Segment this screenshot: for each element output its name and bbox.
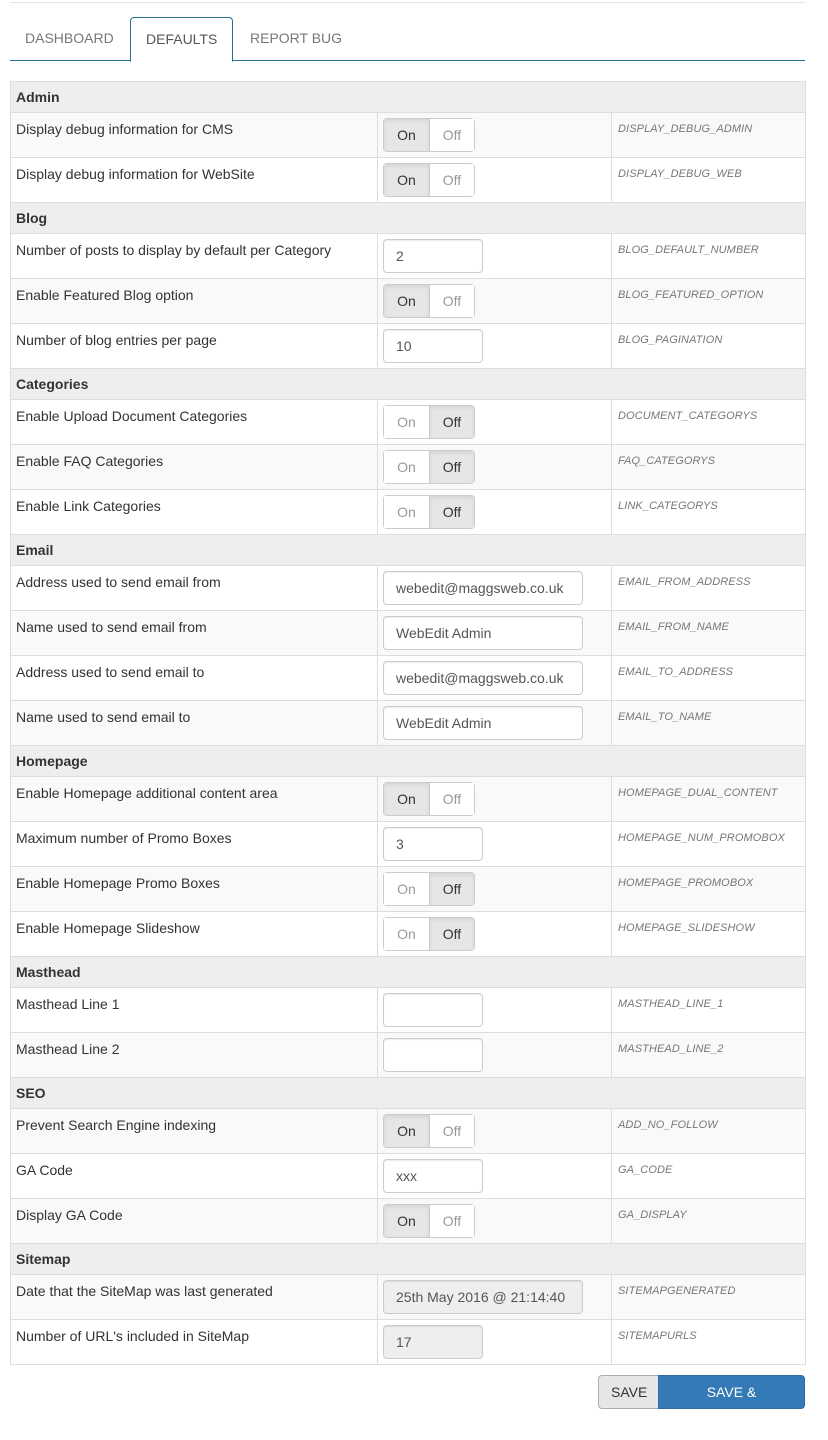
setting-control-cell — [378, 234, 612, 279]
section-header-row — [11, 1244, 806, 1275]
on-off-toggle — [383, 163, 475, 197]
toggle-on-button[interactable]: On — [384, 119, 429, 151]
setting-control-cell — [378, 490, 612, 535]
on-off-toggle — [383, 495, 475, 529]
toggle-off-button[interactable]: Off — [429, 1205, 474, 1237]
tab-defaults[interactable]: DEFAULTS — [130, 17, 233, 62]
setting-row — [11, 279, 806, 324]
save-button[interactable]: SAVE — [598, 1375, 659, 1409]
on-off-toggle — [383, 284, 475, 318]
setting-label: Address used to send email to — [11, 656, 378, 701]
toggle-on-button[interactable]: On — [384, 783, 429, 815]
on-off-toggle — [383, 917, 475, 951]
save-continue-button[interactable]: SAVE & CONTINUE — [658, 1375, 805, 1409]
setting-control-cell — [378, 324, 612, 369]
settings-table — [10, 81, 806, 1365]
setting-row — [11, 912, 806, 957]
setting-key: HOMEPAGE_DUAL_CONTENT — [612, 777, 806, 822]
toggle-on-button[interactable]: On — [384, 164, 429, 196]
setting-label: Number of posts to display by default per Category — [11, 234, 378, 279]
setting-row — [11, 656, 806, 701]
section-title: Sitemap — [11, 1244, 806, 1275]
setting-control-cell — [378, 656, 612, 701]
setting-row — [11, 234, 806, 279]
setting-label: Enable Homepage additional content area — [11, 777, 378, 822]
setting-label: Display debug information for CMS — [11, 113, 378, 158]
setting-control-cell — [378, 445, 612, 490]
setting-row — [11, 1109, 806, 1154]
setting-key: EMAIL_TO_ADDRESS — [612, 656, 806, 701]
setting-label: Display GA Code — [11, 1199, 378, 1244]
toggle-on-button[interactable]: On — [384, 1115, 429, 1147]
setting-key: BLOG_PAGINATION — [612, 324, 806, 369]
setting-row — [11, 1275, 806, 1320]
toggle-off-button[interactable]: Off — [429, 873, 474, 905]
setting-row — [11, 490, 806, 535]
toggle-on-button[interactable]: On — [384, 451, 429, 483]
setting-key: DOCUMENT_CATEGORYS — [612, 400, 806, 445]
setting-key: GA_CODE — [612, 1154, 806, 1199]
toggle-off-button[interactable]: Off — [429, 496, 474, 528]
setting-control-cell — [378, 867, 612, 912]
setting-key: EMAIL_FROM_NAME — [612, 611, 806, 656]
setting-row — [11, 113, 806, 158]
setting-label: Masthead Line 2 — [11, 1033, 378, 1078]
on-off-toggle — [383, 872, 475, 906]
setting-label: Enable FAQ Categories — [11, 445, 378, 490]
toggle-off-button[interactable]: Off — [429, 285, 474, 317]
setting-input[interactable] — [383, 1038, 483, 1072]
toggle-off-button[interactable]: Off — [429, 1115, 474, 1147]
section-title: SEO — [11, 1078, 806, 1109]
setting-label: Date that the SiteMap was last generated — [11, 1275, 378, 1320]
toggle-on-button[interactable]: On — [384, 496, 429, 528]
setting-label: Display debug information for WebSite — [11, 158, 378, 203]
setting-control-cell — [378, 158, 612, 203]
setting-row — [11, 445, 806, 490]
setting-row — [11, 1320, 806, 1365]
on-off-toggle — [383, 405, 475, 439]
section-header-row — [11, 746, 806, 777]
setting-key: HOMEPAGE_PROMOBOX — [612, 867, 806, 912]
setting-key: FAQ_CATEGORYS — [612, 445, 806, 490]
on-off-toggle — [383, 118, 475, 152]
setting-label: Number of blog entries per page — [11, 324, 378, 369]
setting-row — [11, 777, 806, 822]
setting-label: GA Code — [11, 1154, 378, 1199]
setting-control-cell — [378, 1320, 612, 1365]
setting-row — [11, 988, 806, 1033]
toggle-on-button[interactable]: On — [384, 1205, 429, 1237]
setting-control-cell — [378, 1199, 612, 1244]
setting-row — [11, 701, 806, 746]
setting-label: Address used to send email from — [11, 566, 378, 611]
setting-input[interactable] — [383, 239, 483, 273]
toggle-on-button[interactable]: On — [384, 918, 429, 950]
setting-key: ADD_NO_FOLLOW — [612, 1109, 806, 1154]
setting-label: Enable Homepage Slideshow — [11, 912, 378, 957]
toggle-off-button[interactable]: Off — [429, 119, 474, 151]
toggle-on-button[interactable]: On — [384, 285, 429, 317]
on-off-toggle — [383, 450, 475, 484]
setting-control-cell — [378, 988, 612, 1033]
setting-row — [11, 566, 806, 611]
toggle-off-button[interactable]: Off — [429, 918, 474, 950]
setting-key: DISPLAY_DEBUG_WEB — [612, 158, 806, 203]
setting-row — [11, 1033, 806, 1078]
setting-input[interactable] — [383, 827, 483, 861]
setting-label: Enable Homepage Promo Boxes — [11, 867, 378, 912]
toggle-on-button[interactable]: On — [384, 873, 429, 905]
setting-control-cell — [378, 912, 612, 957]
toggle-off-button[interactable]: Off — [429, 406, 474, 438]
setting-label: Number of URL's included in SiteMap — [11, 1320, 378, 1365]
setting-key: MASTHEAD_LINE_2 — [612, 1033, 806, 1078]
setting-key: MASTHEAD_LINE_1 — [612, 988, 806, 1033]
setting-label: Name used to send email from — [11, 611, 378, 656]
setting-input[interactable] — [383, 329, 483, 363]
setting-input[interactable] — [383, 706, 583, 740]
setting-control-cell — [378, 1109, 612, 1154]
readonly-field — [383, 1325, 483, 1359]
section-title: Homepage — [11, 746, 806, 777]
setting-control-cell — [378, 113, 612, 158]
section-header-row — [11, 957, 806, 988]
tab-report-bug[interactable]: REPORT BUG — [250, 30, 343, 46]
tab-dashboard[interactable]: DASHBOARD — [25, 30, 114, 46]
on-off-toggle — [383, 1114, 475, 1148]
setting-label: Masthead Line 1 — [11, 988, 378, 1033]
setting-control-cell — [378, 400, 612, 445]
toggle-off-button[interactable]: Off — [429, 783, 474, 815]
setting-key: BLOG_FEATURED_OPTION — [612, 279, 806, 324]
setting-control-cell — [378, 1275, 612, 1320]
toggle-off-button[interactable]: Off — [429, 451, 474, 483]
setting-row — [11, 822, 806, 867]
setting-key: BLOG_DEFAULT_NUMBER — [612, 234, 806, 279]
section-header-row — [11, 369, 806, 400]
setting-label: Enable Upload Document Categories — [11, 400, 378, 445]
setting-key: DISPLAY_DEBUG_ADMIN — [612, 113, 806, 158]
setting-row — [11, 324, 806, 369]
setting-input[interactable] — [383, 616, 583, 650]
setting-label: Name used to send email to — [11, 701, 378, 746]
setting-row — [11, 867, 806, 912]
setting-label: Prevent Search Engine indexing — [11, 1109, 378, 1154]
section-title: Admin — [11, 82, 806, 113]
section-title: Masthead — [11, 957, 806, 988]
setting-control-cell — [378, 611, 612, 656]
section-header-row — [11, 82, 806, 113]
setting-key: HOMEPAGE_NUM_PROMOBOX — [612, 822, 806, 867]
section-title: Email — [11, 535, 806, 566]
setting-key: SITEMAPURLS — [612, 1320, 806, 1365]
setting-control-cell — [378, 822, 612, 867]
readonly-field — [383, 1280, 583, 1314]
section-title: Blog — [11, 203, 806, 234]
setting-key: SITEMAPGENERATED — [612, 1275, 806, 1320]
setting-input[interactable] — [383, 661, 583, 695]
on-off-toggle — [383, 1204, 475, 1238]
toggle-on-button[interactable]: On — [384, 406, 429, 438]
setting-input[interactable] — [383, 993, 483, 1027]
section-header-row — [11, 203, 806, 234]
setting-control-cell — [378, 279, 612, 324]
setting-row — [11, 1154, 806, 1199]
tab-bar — [10, 17, 805, 61]
setting-control-cell — [378, 1033, 612, 1078]
section-header-row — [11, 535, 806, 566]
section-title: Categories — [11, 369, 806, 400]
setting-key: HOMEPAGE_SLIDESHOW — [612, 912, 806, 957]
setting-control-cell — [378, 1154, 612, 1199]
toggle-off-button[interactable]: Off — [429, 164, 474, 196]
setting-row — [11, 1199, 806, 1244]
setting-key: LINK_CATEGORYS — [612, 490, 806, 535]
setting-row — [11, 158, 806, 203]
setting-label: Enable Link Categories — [11, 490, 378, 535]
setting-label: Maximum number of Promo Boxes — [11, 822, 378, 867]
setting-key: GA_DISPLAY — [612, 1199, 806, 1244]
setting-key: EMAIL_FROM_ADDRESS — [612, 566, 806, 611]
setting-input[interactable] — [383, 571, 583, 605]
setting-control-cell — [378, 701, 612, 746]
on-off-toggle — [383, 782, 475, 816]
setting-label: Enable Featured Blog option — [11, 279, 378, 324]
section-header-row — [11, 1078, 806, 1109]
setting-input[interactable] — [383, 1159, 483, 1193]
setting-row — [11, 400, 806, 445]
setting-key: EMAIL_TO_NAME — [612, 701, 806, 746]
setting-control-cell — [378, 777, 612, 822]
setting-row — [11, 611, 806, 656]
top-divider — [10, 2, 805, 3]
setting-control-cell — [378, 566, 612, 611]
